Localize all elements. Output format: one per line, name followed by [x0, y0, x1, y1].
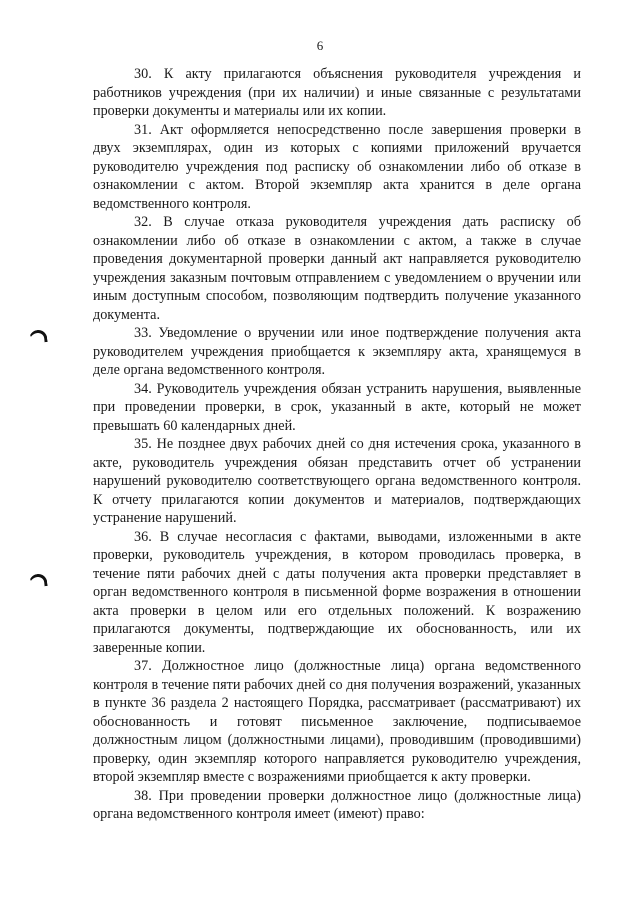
- punch-hole-mark-upper: [28, 329, 47, 344]
- page-number: 6: [316, 38, 324, 53]
- paragraph-32: 32. В случае отказа руководителя учреждения дать расписку об ознакомлении либо об отказе в ознакомлении с актом, а также в случае проведения документарной проверки данный акт направляется руководителю учреждения заказным почтовым отправлением с уведомлением о вручении или иным доступным способом, позволяющим подтвердить получение указанного документа.: [93, 214, 581, 323]
- paragraph-37: 37. Должностное лицо (должностные лица) органа ведомственного контроля в течение пяти рабочих дней со дня получения возражений, указанных в пункте 36 раздела 2 настоящего Порядка, рассматривает (рассматривают) их обоснованность и готовят письменное заключение, подписываемое должностным лицом (должностными лицами), проводившим (проводившими) проверку, один экземпляр которого направляется руководителю учреждения, второй экземпляр вместе с возражениями приобщается к акту проверки.: [93, 658, 581, 785]
- paragraph-30: 30. К акту прилагаются объяснения руководителя учреждения и работников учреждения (при их наличии) и иные связанные с результатами проверки документы и материалы или их копии.: [93, 66, 581, 119]
- paragraph-34: 34. Руководитель учреждения обязан устранить нарушения, выявленные при проведении проверки, в срок, указанный в акте, который не может превышать 60 календарных дней.: [93, 380, 581, 434]
- paragraph-35: 35. Не позднее двух рабочих дней со дня истечения срока, указанного в акте, руководитель учреждения обязан представить отчет об устранении нарушений руководителю соответствующего органа ведомственного контроля. К отчету прилагаются копии документов и материалов, подтверждающих устранение нарушений.: [93, 436, 581, 526]
- document-body: [93, 65, 581, 824]
- punch-hole-mark-lower: [28, 573, 47, 588]
- paragraph-36: 36. В случае несогласия с фактами, выводами, изложенными в акте проверки, руководитель учреждения, в котором проводилась проверка, в течение пяти рабочих дней с даты получения акта проверки представляет в орган ведомственного контроля в письменной форме возражения в отношении акта проверки в целом или его отдельных положений. К возражению прилагаются документы, подтверждающие их обоснованность, или их заверенные копии.: [93, 528, 581, 656]
- paragraph-33: 33. Уведомление о вручении или иное подтверждение получения акта руководителем учреждения приобщается к экземпляру акта, хранящемуся в деле органа ведомственного контроля.: [93, 325, 581, 378]
- paragraph-31: 31. Акт оформляется непосредственно после завершения проверки в двух экземплярах, один из которых с копиями приложений вручается руководителю учреждения под расписку об ознакомлении либо об отказе в ознакомлении с актом. Второй экземпляр акта хранится в деле органа ведомственного контроля.: [93, 121, 581, 212]
- paragraph-38: 38. При проведении проверки должностное лицо (должностные лица) органа ведомственного контроля имеет (имеют) право:: [93, 787, 581, 822]
